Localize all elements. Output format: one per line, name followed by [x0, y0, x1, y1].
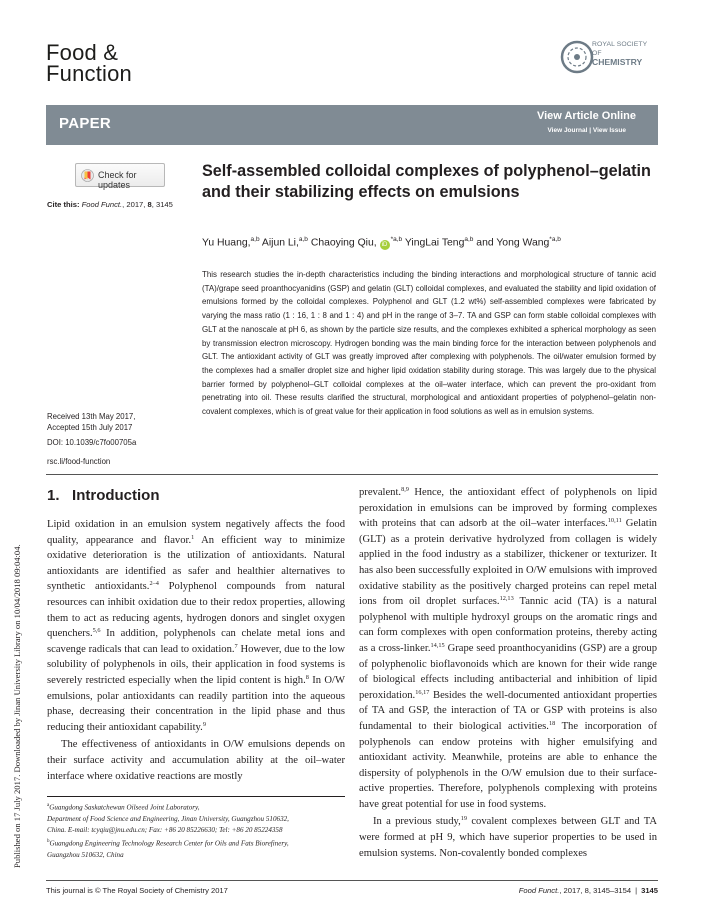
paragraph-text: Gelatin (GLT) as a protein derivative hydrolyzed from collagen is widely applied in the food industry as a stabilizer, thickener or texturizer. It has also been successfully exploited in O/W emulsions with improved oxidative stability as the positively charged proteins can repel metal ions from oil droplet surfaces. [359, 518, 657, 608]
body-column-right [359, 485, 657, 861]
citation-reference[interactable]: 8,9 [401, 486, 409, 493]
author-name: Yu Huang, [202, 237, 251, 249]
citation-reference[interactable]: 7 [234, 642, 238, 650]
copyright-notice: This journal is © The Royal Society of Chemistry 2017 [46, 886, 228, 895]
citation-reference[interactable]: 5,6 [92, 627, 101, 635]
paragraph-text: In addition, polyphenols can chelate metal ions and scavenge radicals that can lead to oxidation. [47, 628, 345, 655]
view-article-online-link[interactable]: View Article Online [536, 110, 636, 122]
check-for-updates-label: Check for updates [98, 170, 137, 190]
section-number: 1. [47, 487, 60, 504]
left-margin [0, 0, 22, 923]
crossmark-icon [81, 169, 94, 182]
paragraph [47, 737, 345, 784]
paragraph-text: The effectiveness of antioxidants in O/W emulsions depends on their surface activity and accumulation ability at the oil–water interface where oxidative reactions are mostly [47, 739, 345, 782]
paragraph [47, 517, 345, 735]
paragraph-text: In a previous study, [373, 816, 461, 828]
author-name: Aijun Li, [261, 237, 299, 249]
citation-reference[interactable]: 2–4 [149, 580, 159, 588]
cite-volume: 8 [147, 200, 152, 209]
author-affiliation: *a,b [390, 236, 403, 243]
footer-citation [519, 886, 658, 895]
citation-reference[interactable]: 9 [202, 720, 206, 728]
cite-this [47, 200, 173, 209]
view-issue-link[interactable]: View Issue [592, 127, 626, 134]
paragraph-text: Hence, the antioxidant effect of polyphenols on lipid peroxidation in emulsions can be improved by forming complexes with proteins that can adsorb at the oil–water interfaces. [359, 487, 657, 530]
author-name: and Yong Wang [476, 237, 550, 249]
paragraph [359, 485, 657, 812]
publication-note: Published on 17 July 2017. Downloaded by Jinan University Library on 10/04/2018 09:04:04. [12, 544, 22, 868]
author-list [202, 236, 662, 250]
journal-title-line2: Function [46, 61, 132, 86]
affiliation-text: Guangdong Saskatchewan Oilseed Joint Laboratory, [49, 803, 200, 812]
paragraph [359, 814, 657, 861]
journal-short-link[interactable]: rsc.li/food-function [47, 457, 111, 466]
author-name: YingLai Teng [404, 237, 465, 249]
paragraph-text: Besides the well-documented antioxidant properties of TA and GSP, the interaction of TA or GSP with proteins is also fundamental to their biological activities. [359, 689, 657, 732]
author-affiliation: a,b [250, 236, 260, 243]
citation-reference[interactable]: 1 [191, 533, 195, 541]
link-separator: | [589, 127, 592, 134]
footnote-mark: b [47, 838, 50, 844]
citation-reference[interactable]: 18 [548, 719, 556, 727]
paragraph-text: In O/W emulsions, polar antioxidants can readily partition into the aqueous phase, decreasing their concentration in the lipid phase and thus reducing their antioxidant capability. [47, 674, 346, 733]
paragraph-text: covalent complexes between GLT and TA were formed at pH 9, which have superior properties to be used in emulsion systems. Non-covalently bonded complexes [359, 816, 657, 859]
view-journal-link[interactable]: View Journal [547, 127, 588, 134]
cite-label: Cite this: [47, 200, 80, 209]
affiliations [47, 800, 347, 861]
footer-citation-text: , 2017, 8, 3145–3154 [559, 886, 632, 895]
author-name: Chaoying Qiu, [310, 237, 377, 249]
affiliation-line: Department of Food Science and Engineering, Jinan University, Guangzhou 510632, [47, 814, 289, 823]
section-heading [47, 487, 160, 504]
affiliation-b [47, 836, 347, 850]
footnote-mark: a [47, 803, 50, 808]
citation-reference[interactable]: 16,17 [415, 688, 430, 696]
orcid-icon[interactable]: iD [380, 240, 390, 250]
affiliation-line: Guangzhou 510632, China [47, 850, 124, 859]
section-title: Introduction [72, 487, 160, 504]
citation-reference[interactable]: 19 [460, 815, 468, 823]
accepted-date: Accepted 15th July 2017 [47, 422, 133, 432]
author-affiliation: a,b [464, 236, 474, 243]
article-type-label: PAPER [59, 115, 112, 132]
paragraph-text: An efficient way to minimize oxidative deterioration is the utilization of antioxidants. Natural antioxidants are identified as safer and healthier alternatives to synthetic antioxidants. [47, 534, 345, 593]
author-affiliation: *a,b [549, 236, 561, 243]
doi[interactable]: DOI: 10.1039/c7fo00705a [47, 438, 137, 447]
publisher-line3: CHEMISTRY [592, 57, 643, 67]
paragraph-text: The incorporation of polyphenols can endow proteins with higher emulsifying and antioxidant activity. Meanwhile, proteins are able to enhance the dispersity of polyphenols in the O/W emulsion due to their surface-active properties. Therefore, polyphenols complexing with proteins have great potential for use in food systems. [359, 720, 657, 810]
footer-journal: Food Funct. [518, 886, 560, 895]
paragraph-text: Lipid oxidation in an emulsion system negatively affects the food quality, appearance and flavor. [47, 519, 345, 546]
divider [46, 474, 658, 475]
citation-reference[interactable]: 12,13 [499, 595, 514, 603]
citation-reference[interactable]: 14,15 [430, 641, 445, 649]
check-for-updates-button[interactable] [75, 163, 165, 190]
article-title: Self-assembled colloidal complexes of polyphenol–gelatin and their stabilizing effects on emulsions [202, 162, 651, 201]
publisher-line1: ROYAL SOCIETY [592, 41, 648, 48]
publisher-name [592, 40, 647, 67]
affiliation-text: Guangdong Engineering Technology Research Center for Oils and Fats Biorefinery, [49, 839, 289, 848]
author-affiliation: a,b [298, 236, 308, 243]
paragraph-text: However, due to the low solubility of polyphenols in oils, their application in food systems is severely restricted especially when the lipid content is high. [47, 643, 345, 686]
publisher-line2: OF [592, 50, 602, 57]
footnote-divider [47, 796, 345, 797]
journal-title-line1: Food & [46, 40, 119, 65]
abstract: This research studies the in-depth characteristics including the binding interactions and morphological structure of tannic acid (TA)/grape seed proanthocyanidins (GSP) and gelatin (GLT) colloidal complexes, and evaluated the stability and lipid oxidation of emulsions formed by the colloidal complexes. Polyphenol and GLT (1.2 wt%) self-assembled complexes were fabricated by varying the mass ratio (1 : 16, 1 : 8 and 1 : 4) and pH in the range of 3–7. TA and GSP can form stable colloidal complexes with GLT at the nanoscale at pH 6, as shown by the particle size results, and the complexes exhibited a spherical morphology as seen by transmission electron microscopy. Hydrogen bonding was the main binding force for the interaction between polyphenols and GLT. The antioxidant activity of GLT was greatly improved after complexing with polyphenols. The oil/water emulsion formed by the complexes had a smaller droplet size and higher lipid oxidation stability during storage. This was largely due to the physical barrier formed by polyphenol–GLT colloidal complexes at the oil–water interface, which can prevent the pro-oxidant from penetrating into oil. These results clarified the structural, morphological and antioxidant properties of polyphenol–gelatin non-covalent complexes, which is of great value for their application in food solutions as well as in emulsion systems. [202, 270, 656, 417]
paragraph-text: prevalent. [359, 487, 402, 498]
paragraph-text: Grape seed proanthocyanidins (GSP) are a group of polyphenolic bioflavonoids which are known for their wide range of biological effects including antibacterial and inhibition of lipid peroxidation. [359, 642, 658, 701]
paragraph-text: Tannic acid (TA) is a natural polyphenol with multiple hydroxyl groups on the aromatic rings and can form complexes with open conformation proteins, thereby acting as a cross-linker. [359, 596, 658, 654]
journal-title [46, 42, 132, 84]
citation-reference[interactable]: 10,11 [607, 517, 622, 525]
article-type-banner [46, 105, 658, 145]
cite-year: , 2017, [122, 200, 146, 209]
citation-reference[interactable]: 8 [305, 673, 309, 681]
cite-journal: Food Funct. [81, 200, 123, 209]
footer-divider [46, 880, 658, 881]
banner-sublinks [547, 127, 626, 134]
affiliation-a [47, 800, 347, 814]
cite-pages: , 3145 [151, 200, 173, 209]
article-history [47, 412, 135, 433]
affiliation-line: China. E-mail: tcyqiu@jnu.edu.cn; Fax: +86 20 85226630; Tel: +86 20 85224358 [47, 825, 283, 834]
footer-separator: | [635, 886, 638, 895]
page-number: 3145 [641, 886, 658, 895]
paragraph-text: Polyphenol compounds from natural resources can inhibit oxidation due to their redox properties, allowing them to act as reducing agents, hydrogen donors and singlet oxygen quenchers. [47, 581, 345, 640]
body-column-left [47, 517, 345, 784]
received-date: Received 13th May 2017, [47, 412, 136, 421]
